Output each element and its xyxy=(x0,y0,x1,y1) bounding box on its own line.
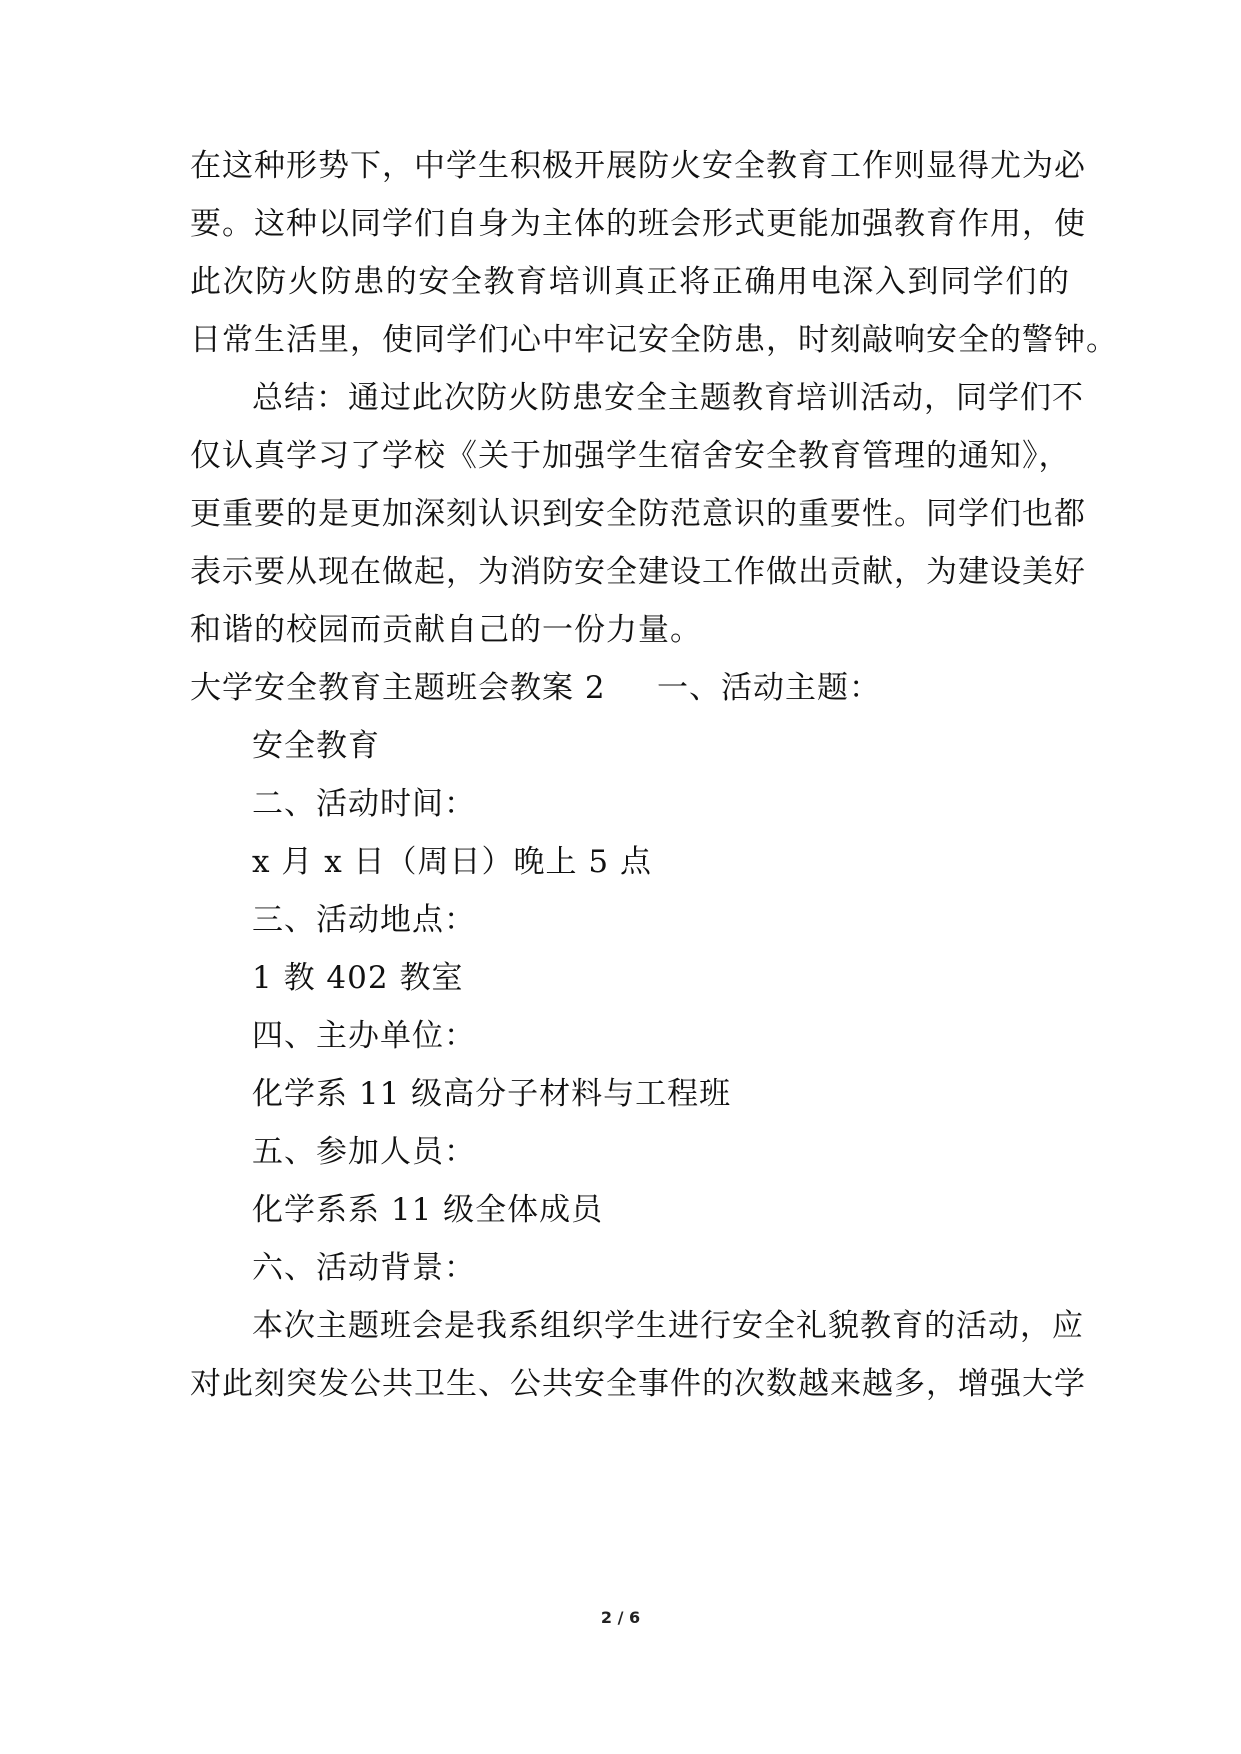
paragraph-line: 和谐的校园而贡献自己的一份力量。 xyxy=(190,612,702,648)
list-item: 安全教育 xyxy=(252,728,380,764)
list-item: 化学系 11 级高分子材料与工程班 xyxy=(252,1076,732,1112)
list-item: 1 教 402 教室 xyxy=(252,960,464,996)
list-item: 四、主办单位： xyxy=(252,1018,476,1054)
paragraph-line: 在这种形势下，中学生积极开展防火安全教育工作则显得尤为必 xyxy=(190,148,1086,184)
section-title: 大学安全教育主题班会教案 2 xyxy=(190,670,606,706)
list-item: 六、活动背景： xyxy=(252,1250,476,1286)
paragraph-line: 本次主题班会是我系组织学生进行安全礼貌教育的活动，应 xyxy=(252,1308,1084,1344)
list-item: x 月 x 日（周日）晚上 5 点 xyxy=(252,844,652,880)
paragraph-line: 此次防火防患的安全教育培训真正将正确用电深入到同学们的 xyxy=(190,264,1070,300)
section-subtitle: 一、活动主题： xyxy=(657,670,881,706)
paragraph-line: 更重要的是更加深刻认识到安全防范意识的重要性。同学们也都 xyxy=(190,496,1086,532)
section-heading xyxy=(190,668,1070,708)
paragraph-line: 对此刻突发公共卫生、公共安全事件的次数越来越多，增强大学 xyxy=(190,1366,1086,1402)
paragraph-line: 总结：通过此次防火防患安全主题教育培训活动，同学们不 xyxy=(252,380,1084,416)
list-item: 三、活动地点： xyxy=(252,902,476,938)
list-item: 五、参加人员： xyxy=(252,1134,476,1170)
paragraph-line: 仅认真学习了学校《关于加强学生宿舍安全教育管理的通知》， xyxy=(190,438,1071,474)
page-number: 2 / 6 xyxy=(600,1608,641,1627)
paragraph-line: 表示要从现在做起，为消防安全建设工作做出贡献，为建设美好 xyxy=(190,554,1086,590)
paragraph-line: 要。这种以同学们自身为主体的班会形式更能加强教育作用，使 xyxy=(190,206,1086,242)
list-item: 化学系系 11 级全体成员 xyxy=(252,1192,604,1228)
paragraph-line: 日常生活里，使同学们心中牢记安全防患，时刻敲响安全的警钟。 xyxy=(190,322,1118,358)
list-item: 二、活动时间： xyxy=(252,786,476,822)
